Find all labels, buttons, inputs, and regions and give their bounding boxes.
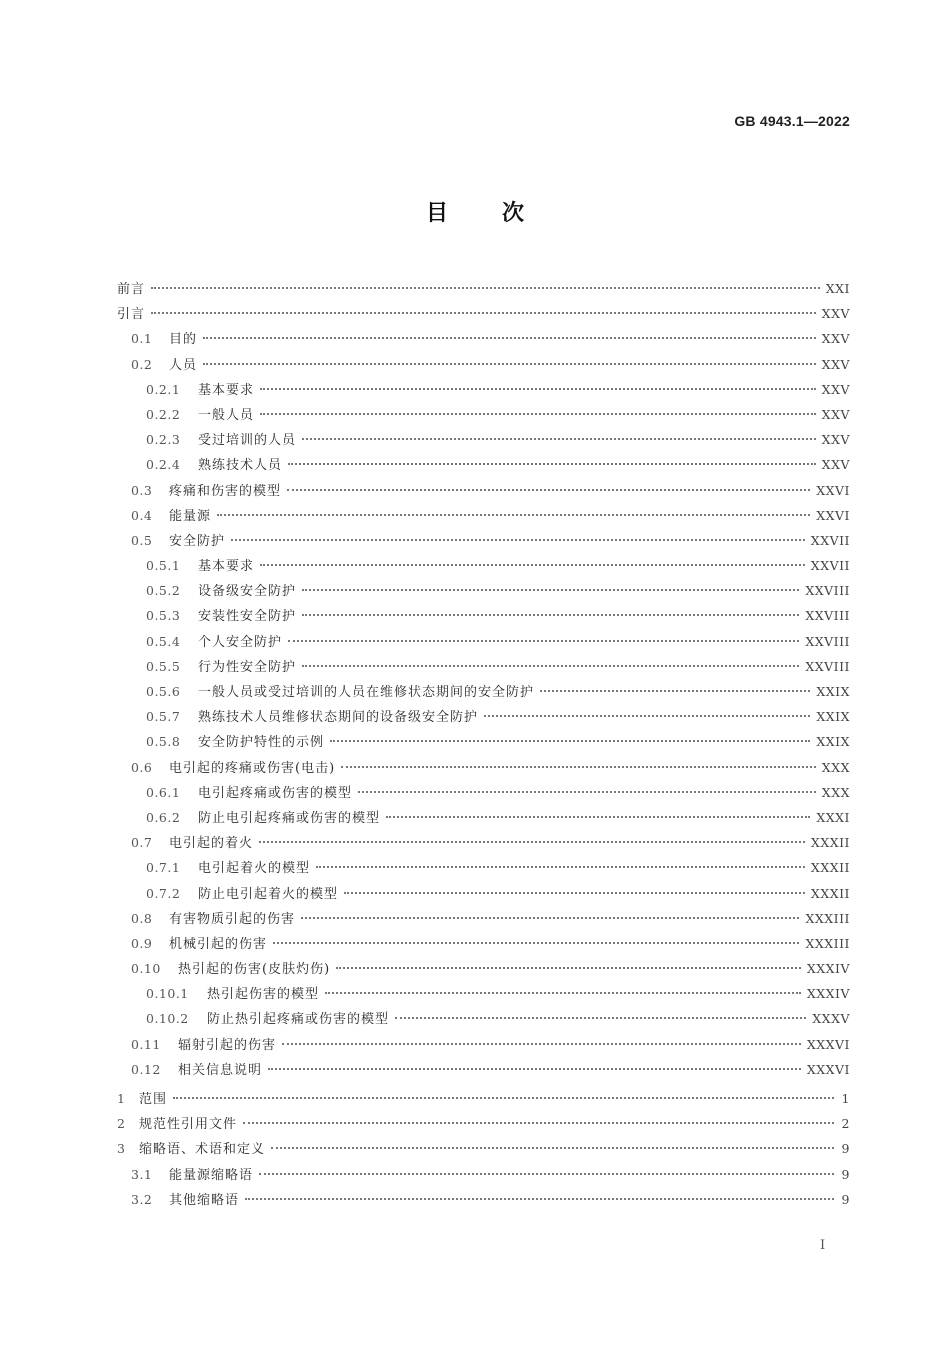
toc-entry-number: 0.8 bbox=[131, 910, 153, 926]
toc-entry[interactable] bbox=[117, 1057, 850, 1082]
toc-entry-number: 0.10 bbox=[131, 961, 161, 977]
toc-entry[interactable] bbox=[117, 528, 850, 553]
toc-dot-leader bbox=[301, 917, 799, 919]
toc-entry-number: 0.10.1 bbox=[146, 986, 189, 1002]
toc-entry-number: 3.2 bbox=[131, 1191, 153, 1207]
toc-entry-title: 安全防护特性的示例 bbox=[198, 735, 325, 751]
toc-entry-page: XXI bbox=[825, 281, 850, 296]
toc-entry-number: 0.6.2 bbox=[146, 809, 181, 825]
toc-entry-title: 电引起着火的模型 bbox=[198, 861, 311, 877]
toc-entry-title: 热引起的伤害(皮肤灼伤) bbox=[178, 962, 331, 978]
toc-dot-leader bbox=[302, 614, 799, 616]
toc-dot-leader bbox=[273, 942, 799, 944]
toc-entry-title: 熟练技术人员 bbox=[198, 458, 283, 474]
toc-entry[interactable] bbox=[117, 276, 850, 301]
toc-dot-leader bbox=[271, 1147, 834, 1149]
toc-entry-number: 0.5 bbox=[131, 532, 153, 548]
toc-dot-leader bbox=[260, 388, 816, 390]
toc-dot-leader bbox=[302, 589, 799, 591]
toc-entry[interactable] bbox=[117, 629, 850, 654]
toc-entry-number: 0.3 bbox=[131, 482, 153, 498]
toc-entry-title: 引言 bbox=[117, 307, 146, 323]
toc-entry-page: XXVII bbox=[810, 532, 850, 548]
toc-entry[interactable] bbox=[117, 1086, 850, 1111]
toc-entry-number: 0.11 bbox=[131, 1036, 161, 1052]
toc-dot-leader bbox=[282, 1043, 801, 1045]
toc-entry-title: 缩略语、术语和定义 bbox=[139, 1142, 266, 1158]
toc-entry-number: 0.7.1 bbox=[146, 860, 181, 876]
toc-dot-leader bbox=[287, 489, 810, 491]
toc-entry[interactable] bbox=[117, 427, 850, 452]
toc-entry-title: 人员 bbox=[169, 357, 198, 373]
toc-dot-leader bbox=[358, 791, 816, 793]
toc-dot-leader bbox=[259, 841, 805, 843]
toc-dot-leader bbox=[151, 287, 820, 289]
toc-dot-leader bbox=[245, 1198, 834, 1200]
toc-entry[interactable] bbox=[117, 452, 850, 477]
toc-entry[interactable] bbox=[117, 855, 850, 880]
toc-entry-title: 防止电引起疼痛或伤害的模型 bbox=[198, 810, 381, 826]
toc-entry-number: 0.7.2 bbox=[146, 885, 181, 901]
toc-entry-title: 机械引起的伤害 bbox=[169, 936, 268, 952]
toc-entry-title: 前言 bbox=[117, 282, 146, 297]
toc-entry-number: 2 bbox=[117, 1116, 126, 1132]
toc-entry-number: 3 bbox=[117, 1141, 126, 1157]
toc-entry-page: XXXIII bbox=[805, 910, 850, 926]
toc-entry-page: XXXIV bbox=[806, 986, 850, 1002]
toc-dot-leader bbox=[484, 715, 810, 717]
toc-dot-leader bbox=[336, 967, 801, 969]
toc-entry-title: 电引起的着火 bbox=[169, 836, 254, 852]
toc-entry-number: 0.2.3 bbox=[146, 432, 181, 448]
toc-dot-leader bbox=[243, 1122, 834, 1124]
toc-entry-number: 0.1 bbox=[131, 331, 153, 347]
toc-entry[interactable] bbox=[117, 931, 850, 956]
toc-entry-number: 0.9 bbox=[131, 935, 153, 951]
toc-entry-page: 1 bbox=[841, 1091, 850, 1106]
toc-entry-number: 0.6 bbox=[131, 759, 153, 775]
toc-entry-page: XXV bbox=[821, 381, 850, 397]
toc-dot-leader bbox=[302, 665, 799, 667]
toc-dot-leader bbox=[330, 740, 810, 742]
toc-entry-number: 0.5.7 bbox=[146, 709, 181, 725]
toc-entry-page: XXV bbox=[821, 331, 850, 347]
toc-entry[interactable] bbox=[117, 1006, 850, 1031]
toc-entry-title: 疼痛和伤害的模型 bbox=[169, 483, 282, 499]
toc-entry-number: 0.5.4 bbox=[146, 633, 181, 649]
toc-entry[interactable] bbox=[117, 578, 850, 603]
toc-entry-page: XXXII bbox=[810, 835, 850, 851]
toc-dot-leader bbox=[173, 1097, 834, 1099]
toc-entry-title: 规范性引用文件 bbox=[139, 1117, 238, 1133]
toc-entry[interactable] bbox=[117, 805, 850, 830]
toc-entry-title: 相关信息说明 bbox=[178, 1062, 263, 1078]
toc-entry-title: 有害物质引起的伤害 bbox=[169, 911, 296, 927]
toc-entry-page: XXIX bbox=[816, 709, 850, 725]
toc-entry-title: 行为性安全防护 bbox=[198, 659, 297, 675]
toc-entry-page: XXV bbox=[821, 457, 850, 473]
toc-entry-title: 电引起的疼痛或伤害(电击) bbox=[169, 760, 336, 776]
toc-entry-title: 能量源缩略语 bbox=[169, 1167, 254, 1183]
toc-entry-page: XXVIII bbox=[805, 608, 850, 624]
toc-dot-leader bbox=[540, 690, 810, 692]
toc-entry-title: 电引起疼痛或伤害的模型 bbox=[198, 785, 353, 801]
toc-entry-page: XXXI bbox=[816, 809, 850, 825]
toc-dot-leader bbox=[151, 312, 816, 314]
toc-entry[interactable] bbox=[117, 780, 850, 805]
toc-entry-number: 0.2.4 bbox=[146, 457, 181, 473]
toc-entry[interactable] bbox=[117, 478, 850, 503]
toc-entry[interactable] bbox=[117, 881, 850, 906]
toc-entry-page: XXXVI bbox=[806, 1036, 850, 1052]
toc-entry-title: 基本要求 bbox=[198, 382, 255, 398]
toc-entry-title: 受过培训的人员 bbox=[198, 433, 297, 449]
toc-dot-leader bbox=[217, 514, 810, 516]
toc-entry[interactable] bbox=[117, 352, 850, 377]
toc-entry-title: 设备级安全防护 bbox=[198, 584, 297, 600]
toc-entry-page: XXXII bbox=[810, 885, 850, 901]
toc-entry-title: 安全防护 bbox=[169, 533, 226, 549]
toc-dot-leader bbox=[268, 1068, 801, 1070]
toc-entry[interactable] bbox=[117, 1187, 850, 1212]
toc-entry-page: XXX bbox=[821, 784, 850, 800]
toc-entry-number: 1 bbox=[117, 1091, 126, 1106]
toc-dot-leader bbox=[325, 992, 801, 994]
toc-entry-title: 辐射引起的伤害 bbox=[178, 1037, 277, 1053]
toc-entry-page: 9 bbox=[841, 1166, 850, 1182]
toc-entry-title: 热引起伤害的模型 bbox=[207, 987, 320, 1003]
toc-entry-title: 目的 bbox=[169, 332, 198, 348]
toc-dot-leader bbox=[316, 866, 805, 868]
toc-dot-leader bbox=[395, 1017, 806, 1019]
toc-entry[interactable] bbox=[117, 603, 850, 628]
toc-entry-page: XXXV bbox=[812, 1011, 850, 1027]
toc-entry-page: XXXII bbox=[810, 860, 850, 876]
toc-entry-number: 0.5.2 bbox=[146, 583, 181, 599]
toc-entry-title: 范围 bbox=[139, 1092, 168, 1107]
toc-entry-page: 9 bbox=[841, 1191, 850, 1207]
toc-entry[interactable] bbox=[117, 755, 850, 780]
toc-entry-title: 一般人员或受过培训的人员在维修状态期间的安全防护 bbox=[198, 685, 535, 700]
toc-entry-page: XXIX bbox=[816, 684, 850, 699]
toc-entry-page: XXVIII bbox=[805, 633, 850, 649]
toc-entry[interactable] bbox=[117, 981, 850, 1006]
toc-dot-leader bbox=[203, 363, 816, 365]
toc-entry[interactable] bbox=[117, 326, 850, 351]
toc-entry-title: 其他缩略语 bbox=[169, 1192, 240, 1208]
toc-entry-page: 2 bbox=[841, 1116, 850, 1132]
toc-entry[interactable] bbox=[117, 729, 850, 754]
toc-entry-number: 0.6.1 bbox=[146, 784, 181, 800]
toc-entry-page: XXX bbox=[821, 759, 850, 775]
toc-dot-leader bbox=[203, 337, 816, 339]
toc-entry[interactable] bbox=[117, 1136, 850, 1161]
toc-entry-page: XXVII bbox=[810, 558, 850, 574]
toc-dot-leader bbox=[344, 892, 805, 894]
toc-entry-number: 3.1 bbox=[131, 1166, 153, 1182]
toc-entry-page: XXIX bbox=[816, 734, 850, 750]
toc-entry-page: XXXIII bbox=[805, 935, 850, 951]
footer-page-number: I bbox=[820, 1238, 826, 1253]
toc-entry-number: 0.4 bbox=[131, 507, 153, 523]
toc-entry[interactable] bbox=[117, 301, 850, 326]
toc-entry[interactable] bbox=[117, 906, 850, 931]
toc-entry-page: XXV bbox=[821, 306, 850, 322]
toc-dot-leader bbox=[386, 816, 810, 818]
toc-entry-page: XXVIII bbox=[805, 583, 850, 599]
toc-entry-page: XXV bbox=[821, 432, 850, 448]
toc-entry-title: 基本要求 bbox=[198, 559, 255, 575]
toc-entry[interactable] bbox=[117, 1162, 850, 1187]
toc-entry[interactable] bbox=[117, 1111, 850, 1136]
toc-entry-number: 0.5.6 bbox=[146, 684, 181, 699]
toc-entry[interactable] bbox=[117, 704, 850, 729]
toc-entry-number: 0.5.1 bbox=[146, 558, 181, 574]
toc-entry-title: 安装性安全防护 bbox=[198, 609, 297, 625]
toc-entry-page: XXXIV bbox=[806, 961, 850, 977]
toc-entry-number: 0.2.2 bbox=[146, 406, 181, 422]
toc-dot-leader bbox=[288, 640, 799, 642]
toc-entry-number: 0.12 bbox=[131, 1061, 161, 1077]
toc-entry-number: 0.2 bbox=[131, 356, 153, 372]
page-title: 目次 bbox=[425, 201, 578, 226]
toc-entry-title: 防止电引起着火的模型 bbox=[198, 886, 339, 902]
toc-dot-leader bbox=[260, 564, 805, 566]
toc-entry-number: 0.2.1 bbox=[146, 381, 181, 397]
toc-entry-page: XXVI bbox=[816, 482, 850, 498]
toc-dot-leader bbox=[341, 766, 816, 768]
toc-entry-number: 0.10.2 bbox=[146, 1011, 189, 1027]
toc-entry[interactable] bbox=[117, 402, 850, 427]
toc-entry-page: XXVI bbox=[816, 507, 850, 523]
table-of-contents bbox=[117, 276, 850, 1212]
toc-entry-number: 0.5.5 bbox=[146, 658, 181, 674]
toc-entry-page: XXXVI bbox=[806, 1061, 850, 1077]
toc-entry[interactable] bbox=[117, 1032, 850, 1057]
toc-entry-title: 熟练技术人员维修状态期间的设备级安全防护 bbox=[198, 710, 479, 726]
toc-entry-title: 个人安全防护 bbox=[198, 634, 283, 650]
toc-entry-number: 0.5.8 bbox=[146, 734, 181, 750]
toc-entry-page: XXV bbox=[821, 406, 850, 422]
toc-entry[interactable] bbox=[117, 553, 850, 578]
toc-entry[interactable] bbox=[117, 830, 850, 855]
toc-dot-leader bbox=[302, 438, 816, 440]
toc-entry[interactable] bbox=[117, 956, 850, 981]
toc-entry[interactable] bbox=[117, 503, 850, 528]
toc-entry-page: XXVIII bbox=[805, 658, 850, 674]
toc-dot-leader bbox=[260, 413, 816, 415]
toc-dot-leader bbox=[288, 463, 816, 465]
toc-entry-number: 0.5.3 bbox=[146, 608, 181, 624]
toc-entry-title: 能量源 bbox=[169, 508, 212, 524]
toc-entry[interactable] bbox=[117, 377, 850, 402]
toc-entry-page: XXV bbox=[821, 356, 850, 372]
toc-entry-title: 一般人员 bbox=[198, 407, 255, 423]
standard-code: GB 4943.1—2022 bbox=[734, 113, 850, 129]
toc-entry[interactable] bbox=[117, 679, 850, 704]
toc-entry-page: 9 bbox=[841, 1141, 850, 1157]
toc-entry-title: 防止热引起疼痛或伤害的模型 bbox=[207, 1012, 390, 1028]
toc-entry[interactable] bbox=[117, 654, 850, 679]
toc-dot-leader bbox=[259, 1173, 834, 1175]
toc-dot-leader bbox=[231, 539, 805, 541]
toc-entry-number: 0.7 bbox=[131, 835, 153, 851]
